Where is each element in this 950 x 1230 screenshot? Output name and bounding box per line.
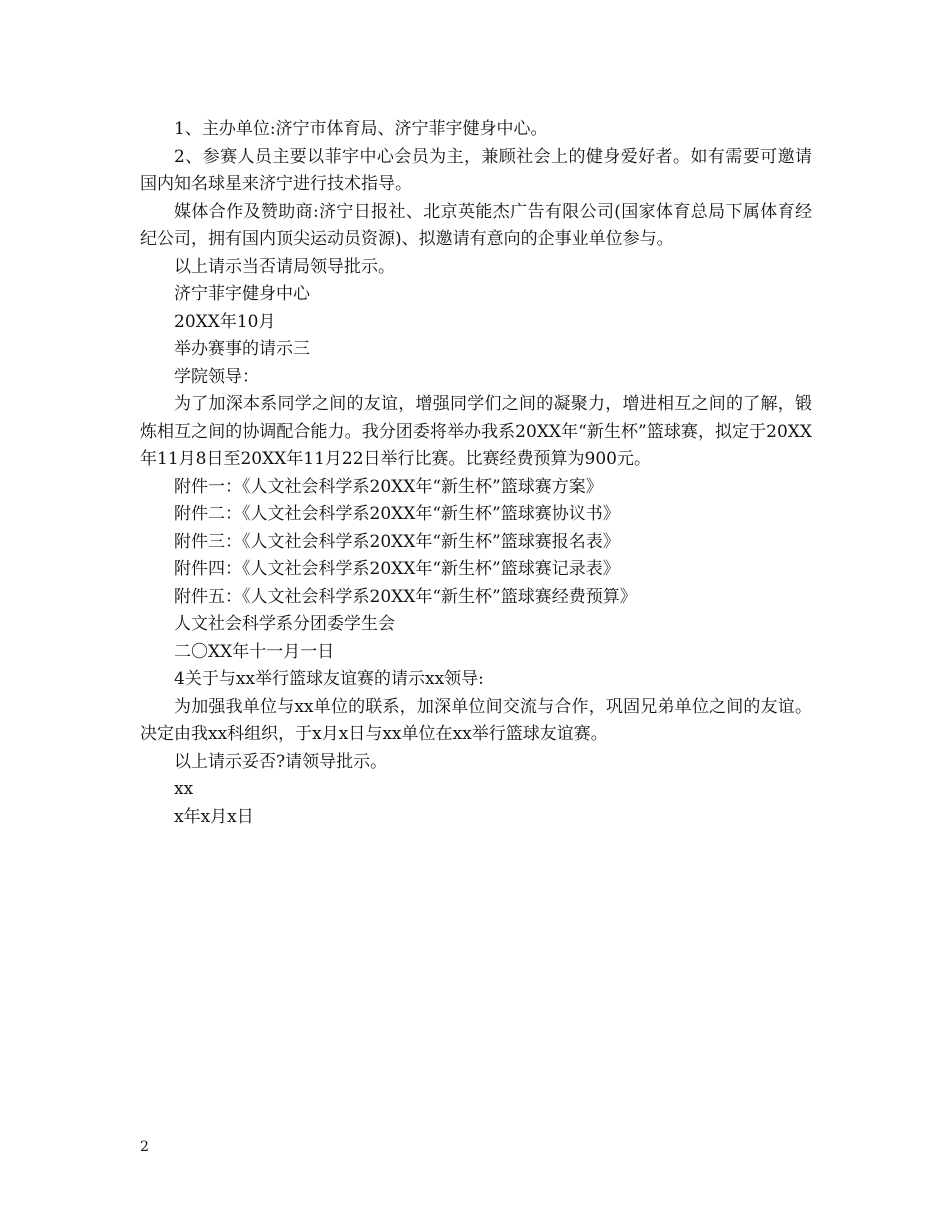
paragraph-signature-date-3: x年x月x日 bbox=[174, 806, 254, 827]
paragraph-media-sponsors: 媒体合作及赞助商:济宁日报社、北京英能杰广告有限公司(国家体育总局下属体育经纪公司，拥有国内顶尖运动员资源)、拟邀请有意向的企事业单位参与。 bbox=[140, 201, 812, 249]
paragraph-attachment-1: 附件一：《人文社会科学系20XX年“新生杯”篮球赛方案》 bbox=[174, 476, 603, 497]
paragraph-attachment-4: 附件四：《人文社会科学系20XX年“新生杯”篮球赛记录表》 bbox=[174, 559, 620, 579]
paragraph-signature-date: 20XX年10月 bbox=[174, 311, 276, 332]
paragraph-participants: 2、参赛人员主要以菲宇中心会员为主，兼顾社会上的健身爱好者。如有需要可邀请国内知名球星来济宁进行技术指导。 bbox=[140, 146, 812, 194]
paragraph-attachment-5: 附件五：《人文社会科学系20XX年“新生杯”篮球赛经费预算》 bbox=[174, 586, 637, 607]
paragraph-signature-date-2: 二〇XX年十一月一日 bbox=[174, 641, 335, 662]
paragraph-friendly-match: 为加强我单位与xx单位的联系，加深单位间交流与合作，巩固兄弟单位之间的友谊。决定由我xx科组织，于x月x日与xx单位在xx举行篮球友谊赛。 bbox=[140, 696, 812, 744]
paragraph-request-approval-2: 以上请示妥否?请领导批示。 bbox=[174, 751, 388, 772]
paragraph-request-approval: 以上请示当否请局领导批示。 bbox=[174, 256, 395, 277]
paragraph-signature-xx: xx bbox=[174, 779, 194, 799]
paragraph-organizer: 1、主办单位:济宁市体育局、济宁菲宇健身中心。 bbox=[174, 119, 548, 139]
document-body bbox=[140, 116, 812, 831]
page-number: 2 bbox=[140, 1139, 149, 1155]
paragraph-salutation: 学院领导： bbox=[174, 366, 259, 387]
paragraph-request-title: 4关于与xx举行篮球友谊赛的请示xx领导: bbox=[174, 669, 484, 689]
paragraph-attachment-3: 附件三：《人文社会科学系20XX年“新生杯”篮球赛报名表》 bbox=[174, 531, 620, 552]
paragraph-signature-union: 人文社会科学系分团委学生会 bbox=[174, 614, 395, 634]
paragraph-event-description: 为了加深本系同学之间的友谊，增强同学们之间的凝聚力，增进相互之间的了解，锻炼相互之间的协调配合能力。我分团委将举办我系20XX年“新生杯”篮球赛，拟定于20XX年11月8日至20XX年11月22日举行比赛。比赛经费预算为900元。 bbox=[140, 394, 812, 469]
paragraph-signature-org: 济宁菲宇健身中心 bbox=[174, 284, 310, 304]
paragraph-section-title: 举办赛事的请示三 bbox=[174, 339, 310, 359]
paragraph-attachment-2: 附件二：《人文社会科学系20XX年“新生杯”篮球赛协议书》 bbox=[174, 504, 620, 524]
